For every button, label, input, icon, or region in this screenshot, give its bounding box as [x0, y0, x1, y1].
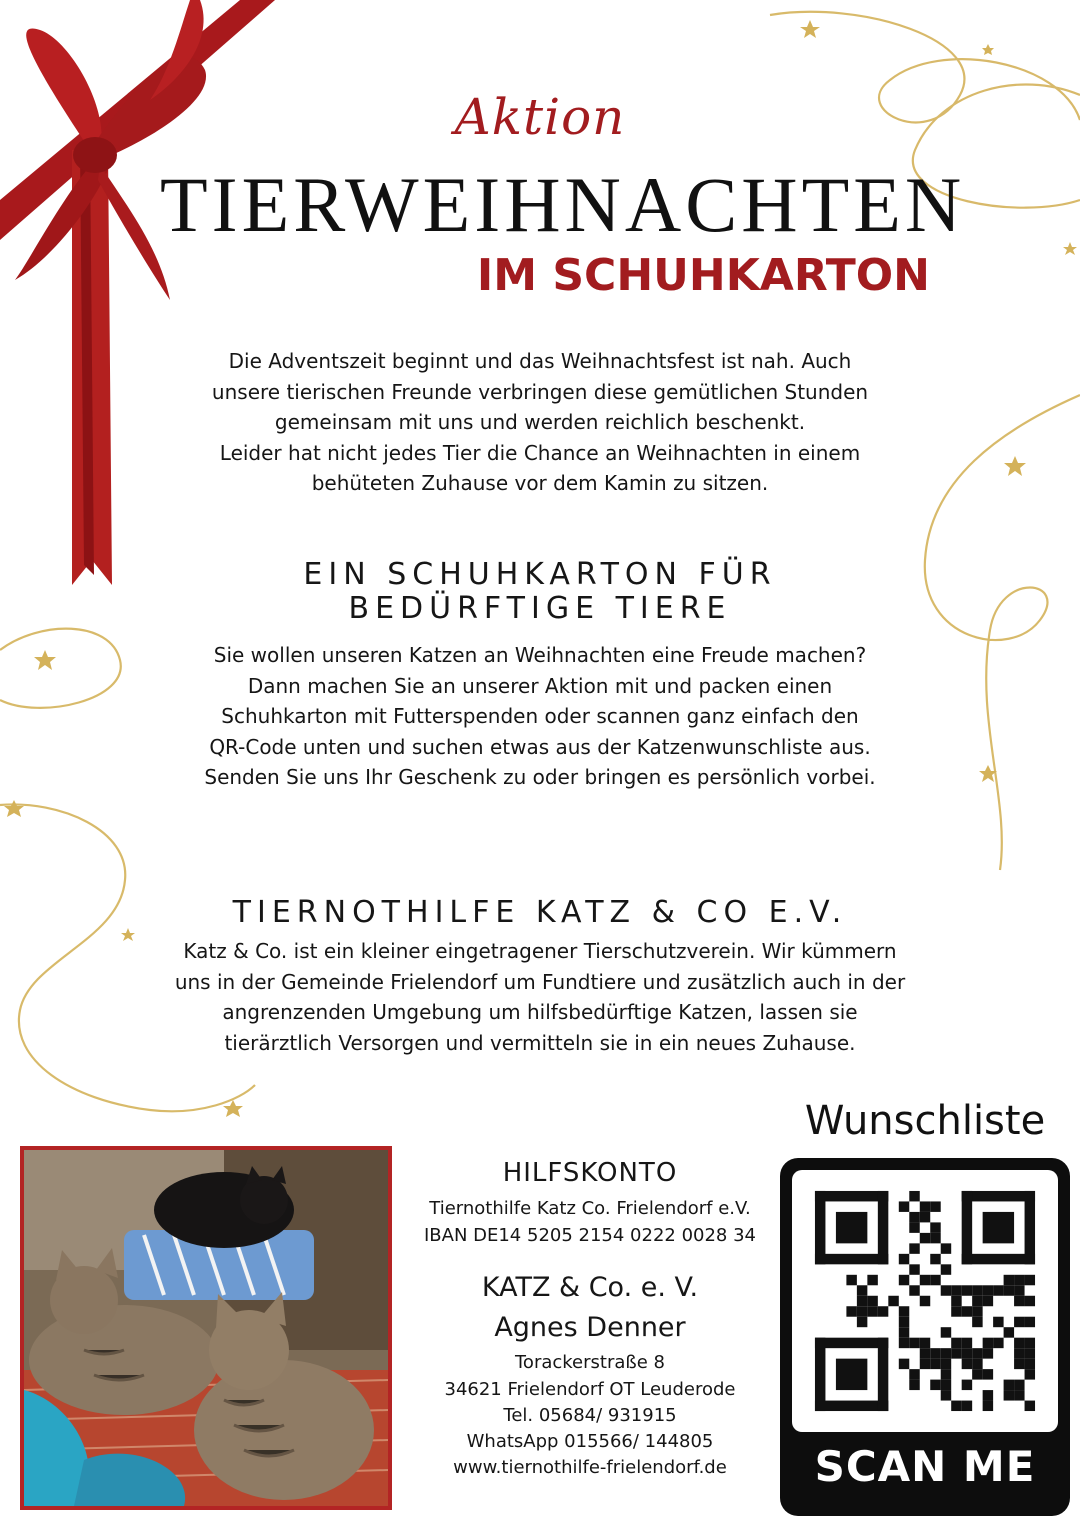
qr-code-icon[interactable] [792, 1170, 1058, 1432]
star-icon [1063, 242, 1077, 255]
org-line: angrenzenden Umgebung um hilfsbedürftige Katzen, lassen sie [222, 1000, 858, 1024]
phone-number: Tel. 05684/ 931915 [503, 1405, 677, 1426]
shoebox-paragraph [120, 640, 960, 793]
shoebox-line: Dann machen Sie an unserer Aktion mit und packen einen [247, 673, 833, 698]
website-link[interactable]: www.tiernothilfe-frielendorf.de [453, 1457, 727, 1478]
street-address: Torackerstraße 8 [515, 1352, 665, 1373]
shoebox-heading [120, 558, 960, 626]
intro-line: behüteten Zuhause vor dem Kamin zu sitzen. [311, 471, 769, 495]
account-name: Tiernothilfe Katz Co. Frielendorf e.V. [429, 1198, 751, 1219]
org-name: KATZ & Co. e. V. [481, 1272, 699, 1303]
intro-line: gemeinsam mit uns und werden reichlich beschenkt. [274, 410, 806, 434]
shoebox-line: Schuhkarton mit Futterspenden oder scannen ganz einfach den [221, 704, 859, 728]
shoebox-heading-line: EIN SCHUHKARTON FÜR [303, 557, 777, 592]
scan-me-label: SCAN ME [814, 1442, 1036, 1491]
org-heading: TIERNOTHILFE KATZ & CO E.V. [232, 895, 848, 930]
intro-line: Leider hat nicht jedes Tier die Chance an Weihnachten in einem [219, 440, 861, 465]
iban: IBAN DE14 5205 2154 0222 0028 34 [423, 1225, 757, 1246]
cats-photo [20, 1146, 392, 1510]
aktion-script-title: Aktion [454, 88, 626, 146]
intro-line: Die Adventszeit beginnt und das Weihnachtsfest ist nah. Auch [228, 349, 852, 373]
org-line: Katz & Co. ist ein kleiner eingetragener Tierschutzverein. Wir kümmern [183, 939, 897, 963]
star-icon [982, 44, 994, 55]
shoebox-line: Senden Sie uns Ihr Geschenk zu oder bringen es persönlich vorbei. [204, 765, 876, 789]
shoebox-line: QR-Code unten und suchen etwas aus der Katzenwunschliste aus. [209, 734, 871, 759]
whatsapp-number: WhatsApp 015566/ 144805 [466, 1431, 714, 1452]
star-icon [800, 20, 820, 38]
org-paragraph [100, 936, 980, 1058]
page-title: TIERWEIHNACHTEN [160, 161, 966, 248]
intro-paragraph [120, 346, 960, 499]
org-line: uns in der Gemeinde Frielendorf um Fundtiere und zusätzlich auch in der [174, 969, 906, 994]
city-address: 34621 Frielendorf OT Leuderode [444, 1379, 736, 1400]
shoebox-heading-line: BEDÜRFTIGE TIERE [348, 591, 732, 626]
shoebox-line: Sie wollen unseren Katzen an Weihnachten eine Freude machen? [213, 643, 867, 667]
org-line: tierärztlich Versorgen und vermitteln sie in ein neues Zuhause. [224, 1030, 856, 1055]
account-heading: HILFSKONTO [502, 1158, 678, 1188]
wishlist-title: Wunschliste [804, 1098, 1046, 1144]
star-icon [4, 800, 24, 817]
qr-code-card[interactable] [780, 1158, 1070, 1516]
page-subtitle: IM SCHUHKARTON [476, 250, 930, 301]
star-icon [34, 650, 56, 670]
contact-person: Agnes Denner [494, 1312, 686, 1343]
intro-line: unsere tierischen Freunde verbringen diese gemütlichen Stunden [211, 379, 869, 404]
star-icon [1004, 456, 1026, 476]
